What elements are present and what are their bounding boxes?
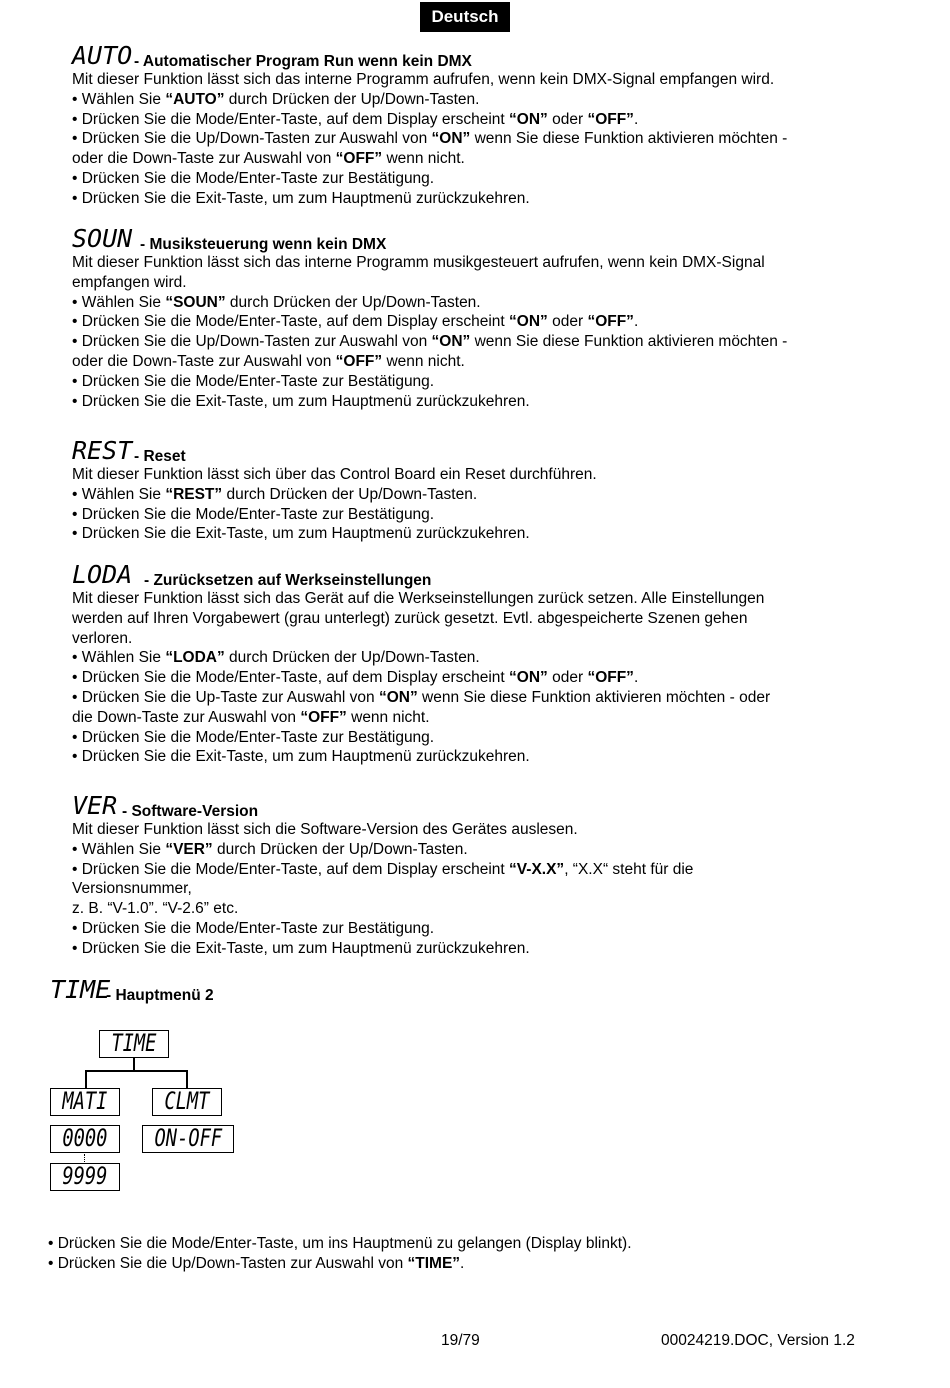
step-text: oder die Down-Taste zur Auswahl von <box>72 150 336 168</box>
step-line <box>72 129 878 149</box>
section-title: - Reset <box>134 448 186 465</box>
step-line <box>72 899 878 919</box>
step-text: • Wählen Sie <box>72 90 166 108</box>
step-line <box>72 312 878 332</box>
diagram-connector <box>186 1070 188 1088</box>
section-title: - Hauptmenü 2 <box>106 987 214 1004</box>
document-version: 00024219.DOC, Version 1.2 <box>661 1332 855 1349</box>
step-list <box>72 90 878 209</box>
step-text: z. B. “V-1.0”. “V-2.6” etc. <box>72 900 239 918</box>
diagram-node-0000: 0000 <box>50 1125 120 1153</box>
step-keyword: “ON” <box>431 333 471 351</box>
step-line <box>72 332 878 352</box>
section-loda <box>72 561 878 767</box>
step-keyword: “ON” <box>509 110 548 128</box>
step-text: . <box>633 110 639 128</box>
step-keyword: “ON” <box>378 688 418 706</box>
step-text: • Drücken Sie die Mode/Enter-Taste zur Bestätigung. <box>72 919 435 937</box>
section-intro-line: Mit dieser Funktion lässt sich das interne Programm musikgesteuert aufrufen, wenn kein DMX-Signal <box>72 254 765 271</box>
diagram-node-mati: MATI <box>50 1088 120 1116</box>
step-keyword: “ON” <box>509 313 548 331</box>
step-text: wenn nicht. <box>346 708 430 726</box>
step-keyword: “OFF” <box>587 669 634 687</box>
step-line <box>72 372 878 392</box>
step-list <box>72 840 878 959</box>
step-text: durch Drücken der Up/Down-Tasten. <box>225 293 481 311</box>
step-keyword: “OFF” <box>335 150 383 168</box>
display-code-loda: LODA <box>72 560 133 590</box>
step-line <box>72 505 878 525</box>
diagram-node-on-off: ON-OFF <box>142 1125 234 1153</box>
diagram-connector <box>133 1058 135 1070</box>
step-line <box>48 1234 878 1254</box>
step-text: • Drücken Sie die Exit-Taste, um zum Hauptmenü zurückzukehren. <box>72 939 530 957</box>
section-intro-line: verloren. <box>72 629 133 647</box>
step-text: . <box>633 313 639 331</box>
step-list <box>72 485 878 544</box>
step-text: • Drücken Sie die Up/Down-Tasten zur Auswahl von <box>48 1254 408 1272</box>
step-keyword: “OFF” <box>300 708 347 726</box>
step-line <box>72 668 878 688</box>
display-code-rest: REST <box>72 436 133 466</box>
step-text: durch Drücken der Up/Down-Tasten. <box>212 840 468 858</box>
diagram-node-9999: 9999 <box>50 1163 120 1191</box>
step-text: • Wählen Sie <box>72 840 166 858</box>
step-text: • Drücken Sie die Mode/Enter-Taste, auf dem Display erscheint <box>72 860 510 878</box>
display-code-auto: AUTO <box>72 41 133 71</box>
step-keyword: “TIME” <box>407 1254 461 1272</box>
section-title: - Musiksteuerung wenn kein DMX <box>140 236 387 253</box>
step-text: oder <box>547 110 588 128</box>
step-text: . <box>460 1254 465 1272</box>
step-text: oder die Down-Taste zur Auswahl von <box>72 352 336 370</box>
step-list <box>48 1234 878 1274</box>
time-steps <box>48 1234 878 1274</box>
section-title: - Software-Version <box>122 803 259 820</box>
step-text: • Drücken Sie die Mode/Enter-Taste, auf dem Display erscheint <box>72 313 510 331</box>
section-auto <box>72 42 878 209</box>
section-intro-line: empfangen wird. <box>72 273 187 291</box>
step-line <box>72 728 878 748</box>
step-text: • Wählen Sie <box>72 485 166 503</box>
step-text: wenn nicht. <box>382 352 465 370</box>
step-text: • Drücken Sie die Exit-Taste, um zum Hauptmenü zurückzukehren. <box>72 748 530 766</box>
language-badge: Deutsch <box>420 2 510 32</box>
step-list <box>72 293 878 412</box>
section-intro: Mit dieser Funktion lässt sich die Software-Version des Gerätes auslesen. <box>72 821 578 838</box>
step-text: • Drücken Sie die Mode/Enter-Taste, auf dem Display erscheint <box>72 110 510 128</box>
step-line <box>72 169 878 189</box>
step-text: • Wählen Sie <box>72 649 166 667</box>
step-line <box>72 688 878 708</box>
step-line <box>72 708 878 728</box>
section-rest <box>72 437 878 544</box>
section-title: - Zurücksetzen auf Werkseinstellungen <box>144 572 432 589</box>
step-text: • Drücken Sie die Exit-Taste, um zum Hauptmenü zurückzukehren. <box>72 392 530 410</box>
step-text: • Drücken Sie die Mode/Enter-Taste zur Bestätigung. <box>72 169 435 187</box>
section-heading <box>50 976 856 1004</box>
display-code-ver: VER <box>72 791 118 821</box>
section-intro: Mit dieser Funktion lässt sich über das Control Board ein Reset durchführen. <box>72 466 597 483</box>
step-text: die Down-Taste zur Auswahl von <box>72 708 301 726</box>
step-text: • Drücken Sie die Mode/Enter-Taste zur Bestätigung. <box>72 728 435 746</box>
step-keyword: “OFF” <box>587 313 634 331</box>
section-title: - Automatischer Program Run wenn kein DMX <box>134 53 472 70</box>
step-text: oder <box>547 669 588 687</box>
section-heading <box>72 42 878 70</box>
step-text: . <box>633 669 639 687</box>
page-number: 19/79 <box>441 1332 480 1349</box>
step-keyword: “ON” <box>509 669 548 687</box>
step-keyword: “REST” <box>165 485 223 503</box>
section-time <box>50 976 856 1004</box>
display-code-time: TIME <box>50 975 111 1005</box>
step-line <box>72 110 878 130</box>
step-keyword: “OFF” <box>587 110 634 128</box>
step-text: • Drücken Sie die Mode/Enter-Taste, auf dem Display erscheint <box>72 669 510 687</box>
step-line <box>72 860 878 880</box>
section-intro-line: Mit dieser Funktion lässt sich das Gerät auf die Werkseinstellungen zurück setzen. Alle Einstellungen <box>72 590 765 607</box>
step-keyword: “LODA” <box>165 649 225 667</box>
step-line <box>72 392 878 412</box>
step-line <box>72 149 878 169</box>
step-text: • Drücken Sie die Exit-Taste, um zum Hauptmenü zurückzukehren. <box>72 189 530 207</box>
diagram-connector <box>85 1070 87 1088</box>
step-line <box>72 189 878 209</box>
step-line <box>72 747 878 767</box>
step-line <box>72 524 878 544</box>
step-line <box>72 485 878 505</box>
section-heading <box>72 437 878 465</box>
section-ver <box>72 792 878 959</box>
step-line <box>72 352 878 372</box>
section-intro-line: werden auf Ihren Vorgabewert (grau unterlegt) zurück gesetzt. Evtl. abgespeicherte Szenen gehen <box>72 609 748 627</box>
section-heading <box>72 792 878 820</box>
step-text: • Drücken Sie die Exit-Taste, um zum Hauptmenü zurückzukehren. <box>72 525 530 543</box>
display-code-soun: SOUN <box>72 224 133 254</box>
step-text: • Drücken Sie die Up/Down-Tasten zur Auswahl von <box>72 333 432 351</box>
section-intro: Mit dieser Funktion lässt sich das interne Programm aufrufen, wenn kein DMX-Signal empfangen wird. <box>72 71 775 88</box>
step-line <box>72 90 878 110</box>
diagram-node-clmt: CLMT <box>152 1088 222 1116</box>
step-text: wenn nicht. <box>382 150 465 168</box>
step-list <box>72 648 878 767</box>
diagram-connector <box>85 1070 187 1072</box>
step-text: • Drücken Sie die Up-Taste zur Auswahl von <box>72 688 379 706</box>
step-keyword: “V-X.X” <box>509 860 565 878</box>
step-text: durch Drücken der Up/Down-Tasten. <box>224 90 480 108</box>
step-text: • Drücken Sie die Mode/Enter-Taste, um ins Hauptmenü zu gelangen (Display blinkt). <box>48 1235 632 1252</box>
step-keyword: “SOUN” <box>165 293 226 311</box>
step-line <box>72 293 878 313</box>
step-text: • Drücken Sie die Mode/Enter-Taste zur Bestätigung. <box>72 505 435 523</box>
section-soun <box>72 225 878 411</box>
section-heading <box>72 561 878 589</box>
step-keyword: “VER” <box>165 840 213 858</box>
step-text: wenn Sie diese Funktion aktivieren möchten - oder <box>417 688 771 706</box>
step-text: oder <box>547 313 588 331</box>
step-line <box>72 939 878 959</box>
section-heading <box>72 225 878 253</box>
step-line <box>72 919 878 939</box>
step-text: • Wählen Sie <box>72 293 166 311</box>
diagram-node-time: TIME <box>99 1030 169 1058</box>
step-text: durch Drücken der Up/Down-Tasten. <box>224 649 480 667</box>
step-line <box>72 879 878 899</box>
step-text: wenn Sie diese Funktion aktivieren möchten - <box>470 130 788 148</box>
step-line <box>72 648 878 668</box>
step-line <box>72 840 878 860</box>
step-text: wenn Sie diese Funktion aktivieren möchten - <box>470 333 788 351</box>
step-keyword: “OFF” <box>335 352 383 370</box>
step-text: Versionsnummer, <box>72 880 192 898</box>
step-keyword: “ON” <box>431 130 471 148</box>
step-text: durch Drücken der Up/Down-Tasten. <box>222 485 478 503</box>
step-keyword: “AUTO” <box>165 90 225 108</box>
step-line <box>48 1254 878 1274</box>
step-text: • Drücken Sie die Mode/Enter-Taste zur Bestätigung. <box>72 372 435 390</box>
step-text: , “X.X“ steht für die <box>564 860 694 878</box>
step-text: • Drücken Sie die Up/Down-Tasten zur Auswahl von <box>72 130 432 148</box>
